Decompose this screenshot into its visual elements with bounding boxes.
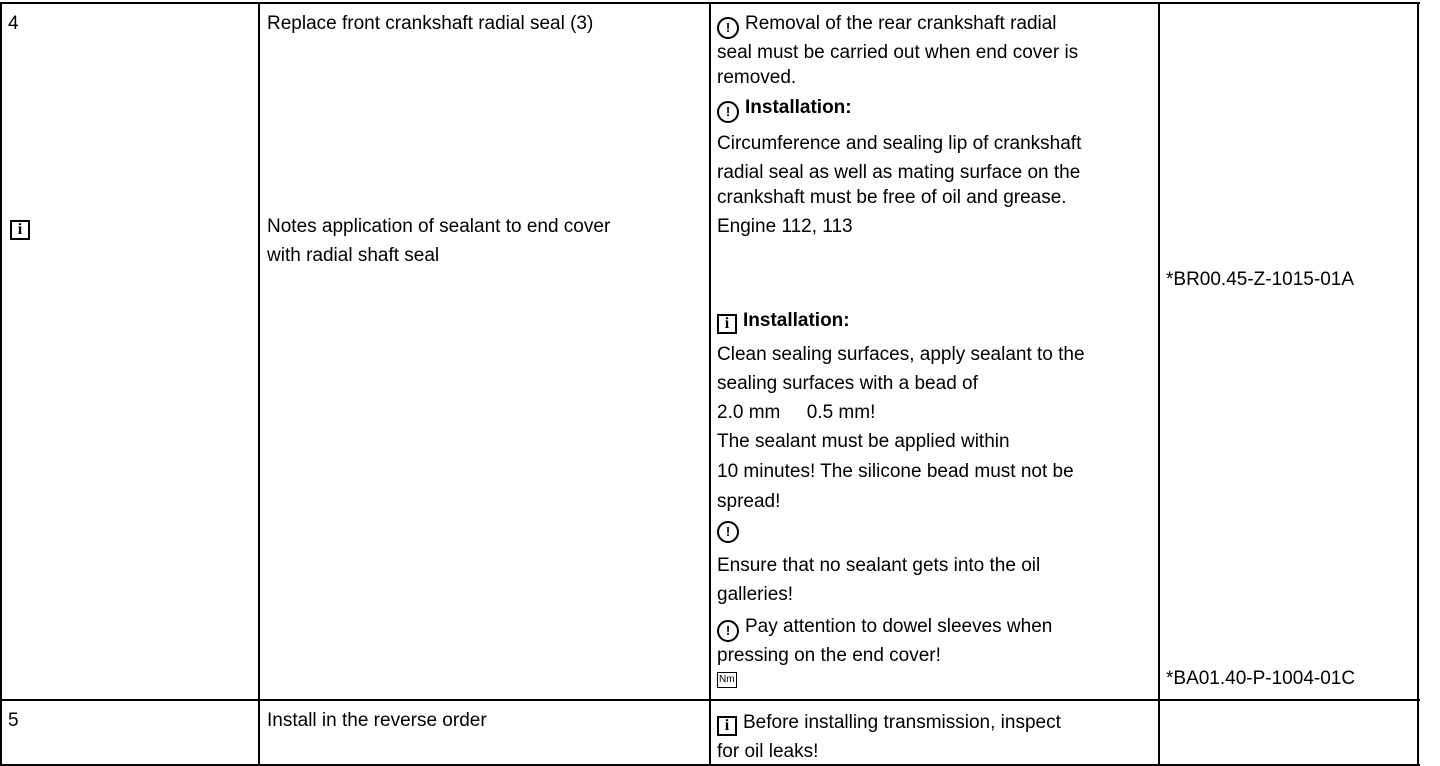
engine-models: Engine 112, 113 <box>717 216 853 237</box>
installation-note-1-line1: Circumference and sealing lip of crankshaft <box>717 133 1082 154</box>
info-icon: i <box>717 314 737 334</box>
operation-sealant-line1: Notes application of sealant to end cover <box>267 216 611 237</box>
operation-sealant-line2: with radial shaft seal <box>267 245 440 266</box>
info-icon: i <box>717 716 737 736</box>
installation-heading-1: ! Installation: <box>717 96 852 123</box>
removal-note-line3: removed. <box>717 67 797 88</box>
column-divider-3 <box>1158 2 1160 766</box>
row5-note-line1: i Before installing transmission, inspect <box>717 711 1061 736</box>
installation-note-1-line3: crankshaft must be free of oil and grease. <box>717 187 1067 208</box>
installation-note-2-line6: spread! <box>717 491 781 512</box>
info-icon-row4 <box>10 215 36 240</box>
operation-replace-seal: Replace front crankshaft radial seal (3) <box>267 13 594 34</box>
dowel-note-line2: pressing on the end cover! <box>717 645 941 666</box>
caution-icon: ! <box>717 101 739 123</box>
row5-note-line2: for oil leaks! <box>717 741 819 762</box>
removal-note-line1: ! Removal of the rear crankshaft radial <box>717 12 1057 39</box>
ensure-note-line2: galleries! <box>717 584 794 605</box>
installation-note-2-line4: The sealant must be applied within <box>717 431 1010 452</box>
dowel-note-line1: ! Pay attention to dowel sleeves when <box>717 615 1052 642</box>
table-right-border <box>1417 2 1419 766</box>
installation-note-2-line1: Clean sealing surfaces, apply sealant to the <box>717 344 1085 365</box>
installation-note-2-line5: 10 minutes! The silicone bead must not be <box>717 461 1074 482</box>
installation-heading-2: i Installation: <box>717 309 850 334</box>
table-left-border <box>0 2 2 766</box>
column-divider-1 <box>258 2 260 766</box>
operation-reverse-order: Install in the reverse order <box>267 710 487 731</box>
torque-icon-row <box>717 668 737 692</box>
step-number-4: 4 <box>8 13 19 34</box>
removal-note-line2: seal must be carried out when end cover is <box>717 42 1079 63</box>
installation-note-2-line2: sealing surfaces with a bead of <box>717 373 978 394</box>
torque-icon: Nm <box>717 672 737 688</box>
reference-torque-document[interactable]: *BA01.40-P-1004-01C <box>1166 668 1356 689</box>
bead-dimension: 2.0 mm 0.5 mm! <box>717 402 876 423</box>
column-divider-2 <box>709 2 711 766</box>
info-icon: i <box>10 220 30 240</box>
ensure-note-line1: Ensure that no sealant gets into the oil <box>717 555 1041 576</box>
caution-icon: ! <box>717 521 739 543</box>
caution-icon-standalone <box>717 516 745 543</box>
caution-icon: ! <box>717 620 739 642</box>
reference-seal-document[interactable]: *BR00.45-Z-1015-01A <box>1166 269 1354 290</box>
step-number-5: 5 <box>8 710 19 731</box>
installation-note-1-line2: radial seal as well as mating surface on the <box>717 162 1081 183</box>
caution-icon: ! <box>717 17 739 39</box>
